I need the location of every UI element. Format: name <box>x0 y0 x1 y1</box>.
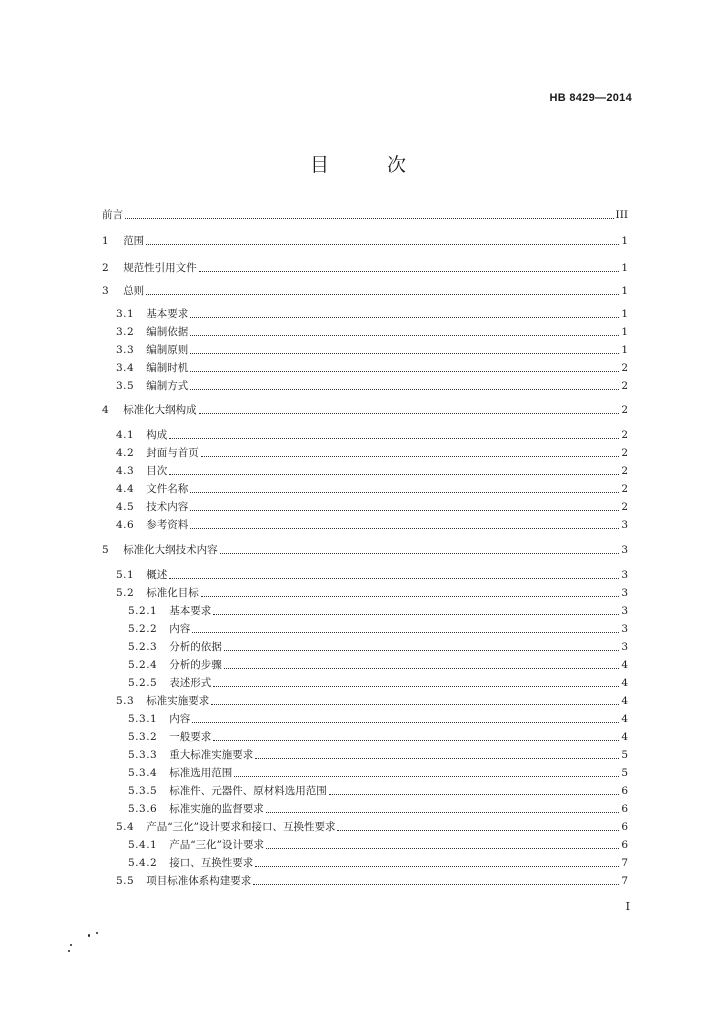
page-title: 目 次 <box>309 154 433 176</box>
toc-entry-label: 产品“三化”设计要求 <box>169 839 264 851</box>
toc-entry[interactable] <box>128 856 628 870</box>
toc-leader-dots <box>190 334 619 336</box>
toc-entry-page: 2 <box>621 404 628 416</box>
toc-entry-label: 接口、互换性要求 <box>169 857 254 869</box>
toc-entry-number: 5.3.6 <box>128 803 158 815</box>
toc-leader-dots <box>190 316 619 318</box>
toc-leader-dots <box>255 757 619 759</box>
toc-entry-label: 概述 <box>146 569 168 581</box>
toc-entry-label: 标准件、元器件、原材料选用范围 <box>169 785 327 797</box>
toc-entry[interactable] <box>116 482 628 496</box>
toc-entry-page: 2 <box>621 501 628 513</box>
toc-entry[interactable] <box>116 500 628 514</box>
toc-entry[interactable] <box>116 586 628 600</box>
toc-entry-number: 2 <box>102 262 110 274</box>
toc-entry-label: 目次 <box>146 465 168 477</box>
toc-entry-page: 4 <box>621 713 628 725</box>
toc-entry-page: 3 <box>621 519 628 531</box>
toc-entry-label: 范围 <box>123 235 145 247</box>
toc-entry-page: 4 <box>621 659 628 671</box>
toc-entry[interactable] <box>128 622 628 636</box>
toc-leader-dots <box>190 388 619 390</box>
toc-entry[interactable] <box>128 658 628 672</box>
toc-entry-label: 项目标准体系构建要求 <box>146 875 252 887</box>
toc-entry-label: 标准化大纲构成 <box>123 404 197 416</box>
toc-entry-number: 5.3.1 <box>128 713 158 725</box>
toc-leader-dots <box>234 775 619 777</box>
toc-entry[interactable] <box>128 766 628 780</box>
toc-entry-page: 7 <box>621 875 628 887</box>
toc-entry[interactable] <box>116 694 628 708</box>
toc-leader-dots <box>169 577 619 579</box>
toc-leader-dots <box>211 703 619 705</box>
toc-entry-page: 4 <box>621 677 628 689</box>
page-number: I <box>625 900 630 913</box>
toc-entry-label: 编制原则 <box>146 344 189 356</box>
toc-leader-dots <box>146 243 619 245</box>
toc-entry-label: 标准化目标 <box>146 587 199 599</box>
toc-entry-page: 7 <box>621 857 628 869</box>
toc-leader-dots <box>266 847 619 849</box>
toc-entry-page: 1 <box>621 285 628 297</box>
toc-entry-label: 标准实施要求 <box>146 695 210 707</box>
toc-leader-dots <box>213 685 619 687</box>
toc-entry-number: 5.3.2 <box>128 731 158 743</box>
toc-entry[interactable] <box>116 518 628 532</box>
toc-entry-number: 5.4.2 <box>128 857 158 869</box>
toc-entry-page: 2 <box>621 465 628 477</box>
toc-entry-number: 3.4 <box>116 362 135 374</box>
toc-leader-dots <box>266 811 620 813</box>
toc-entry-number: 1 <box>102 235 110 247</box>
toc-entry-number: 4.5 <box>116 501 135 513</box>
toc-leader-dots <box>169 437 619 439</box>
toc-entry-label: 编制依据 <box>146 326 189 338</box>
toc-entry-page: 6 <box>621 803 628 815</box>
toc-entry-number: 5.3.5 <box>128 785 158 797</box>
toc-entry-number: 5.2.5 <box>128 677 158 689</box>
toc-entry-number: 5.3.4 <box>128 767 158 779</box>
toc-entry[interactable] <box>128 730 628 744</box>
toc-entry-number: 4.6 <box>116 519 135 531</box>
toc-entry-number: 4.1 <box>116 429 135 441</box>
toc-entry-label: 文件名称 <box>146 483 189 495</box>
toc-entry-label: 封面与首页 <box>146 447 199 459</box>
toc-leader-dots <box>190 352 619 354</box>
toc-entry-label: 内容 <box>169 623 191 635</box>
toc-entry-page: 6 <box>621 821 628 833</box>
toc-entry-number: 5.2 <box>116 587 135 599</box>
toc-leader-dots <box>125 217 614 219</box>
toc-entry-page: 4 <box>621 731 628 743</box>
toc-entry-label: 基本要求 <box>146 308 189 320</box>
scan-specks <box>66 932 106 962</box>
toc-entry[interactable] <box>102 403 628 417</box>
toc-entry-label: 表述形式 <box>169 677 212 689</box>
toc-entry-page: 1 <box>621 326 628 338</box>
toc-entry-page: 6 <box>621 785 628 797</box>
toc-entry-number: 5 <box>102 544 110 556</box>
toc-entry[interactable] <box>116 325 628 339</box>
toc-entry[interactable] <box>128 838 628 852</box>
toc-leader-dots <box>190 491 619 493</box>
toc-leader-dots <box>190 527 619 529</box>
toc-entry[interactable] <box>116 307 628 321</box>
toc-entry-page: 3 <box>621 623 628 635</box>
toc-entry[interactable] <box>102 284 628 298</box>
toc-entry[interactable] <box>128 640 628 654</box>
toc-entry-label: 标准选用范围 <box>169 767 233 779</box>
toc-entry[interactable] <box>116 874 628 888</box>
toc-entry-page: 1 <box>621 344 628 356</box>
toc-entry[interactable] <box>116 361 628 375</box>
toc-entry[interactable] <box>128 748 628 762</box>
toc-entry[interactable] <box>128 676 628 690</box>
toc-entry-label: 标准化大纲技术内容 <box>123 544 218 556</box>
toc-leader-dots <box>253 883 619 885</box>
toc-leader-dots <box>190 509 619 511</box>
toc-leader-dots <box>199 412 620 414</box>
toc-leader-dots <box>201 455 620 457</box>
toc-leader-dots <box>169 473 619 475</box>
toc-entry-number: 5.2.3 <box>128 641 158 653</box>
toc-leader-dots <box>201 595 620 597</box>
toc-entry-page: 2 <box>621 380 628 392</box>
toc-leader-dots <box>224 649 620 651</box>
toc-entry-page: 3 <box>621 569 628 581</box>
toc-entry-label: 前言 <box>102 209 123 221</box>
toc-entry[interactable] <box>102 543 628 557</box>
toc-entry-number: 5.4.1 <box>128 839 158 851</box>
toc-entry-label: 编制方式 <box>146 380 189 392</box>
toc-entry-number: 5.2.4 <box>128 659 158 671</box>
toc-entry-label: 基本要求 <box>169 605 212 617</box>
toc-entry[interactable] <box>116 446 628 460</box>
toc-entry[interactable] <box>128 604 628 618</box>
toc-entry[interactable] <box>116 343 628 357</box>
toc-entry[interactable] <box>102 234 628 248</box>
toc-entry-page: 2 <box>621 362 628 374</box>
toc-leader-dots <box>255 865 619 867</box>
toc-entry[interactable] <box>128 802 628 816</box>
toc-entry-page: 1 <box>621 262 628 274</box>
toc-entry-label: 标准实施的监督要求 <box>169 803 264 815</box>
toc-entry[interactable] <box>116 568 628 582</box>
toc-entry-label: 内容 <box>169 713 191 725</box>
toc-entry-number: 3.1 <box>116 308 135 320</box>
toc-entry[interactable] <box>102 208 628 222</box>
toc-entry-label: 总则 <box>123 285 145 297</box>
toc-leader-dots <box>190 370 619 372</box>
toc-entry-number: 3.3 <box>116 344 135 356</box>
toc-entry-number: 4.2 <box>116 447 135 459</box>
toc-leader-dots <box>329 793 620 795</box>
toc-entry-page: 2 <box>621 483 628 495</box>
toc-leader-dots <box>192 721 619 723</box>
toc-entry[interactable] <box>128 784 628 798</box>
toc-entry-page: 3 <box>621 641 628 653</box>
toc-entry-page: 1 <box>621 308 628 320</box>
toc-entry-page: 5 <box>621 767 628 779</box>
toc-entry-page: 3 <box>621 544 628 556</box>
toc-leader-dots <box>199 270 620 272</box>
toc-entry-label: 构成 <box>146 429 168 441</box>
document-code: HB 8429—2014 <box>549 92 632 104</box>
toc-entry-number: 5.3 <box>116 695 135 707</box>
toc-entry-number: 5.2.2 <box>128 623 158 635</box>
toc-leader-dots <box>192 631 619 633</box>
toc-leader-dots <box>220 552 620 554</box>
toc-entry[interactable] <box>128 712 628 726</box>
toc-entry-number: 5.3.3 <box>128 749 158 761</box>
toc-entry-page: 2 <box>621 447 628 459</box>
toc-leader-dots <box>337 829 619 831</box>
toc-leader-dots <box>213 739 619 741</box>
toc-entry-number: 5.4 <box>116 821 135 833</box>
toc-entry[interactable] <box>116 820 628 834</box>
toc-entry-label: 技术内容 <box>146 501 189 513</box>
toc-entry-label: 参考资料 <box>146 519 189 531</box>
toc-leader-dots <box>224 667 620 669</box>
toc-entry-number: 3.2 <box>116 326 135 338</box>
toc-entry-number: 4.3 <box>116 465 135 477</box>
toc-entry-label: 一般要求 <box>169 731 212 743</box>
toc-entry-page: 4 <box>621 695 628 707</box>
toc-entry-page: III <box>615 209 628 221</box>
toc-entry[interactable] <box>116 379 628 393</box>
toc-entry-number: 4.4 <box>116 483 135 495</box>
toc-entry-label: 重大标准实施要求 <box>169 749 254 761</box>
toc-entry[interactable] <box>102 261 628 275</box>
toc-entry-page: 3 <box>621 587 628 599</box>
toc-entry-label: 规范性引用文件 <box>123 262 197 274</box>
toc-leader-dots <box>213 613 619 615</box>
toc-entry[interactable] <box>116 428 628 442</box>
toc-entry-number: 3.5 <box>116 380 135 392</box>
toc-entry-page: 1 <box>621 235 628 247</box>
toc-entry-number: 5.1 <box>116 569 135 581</box>
toc-leader-dots <box>146 293 619 295</box>
toc-entry-number: 4 <box>102 404 110 416</box>
toc-entry-number: 3 <box>102 285 110 297</box>
toc-entry-page: 2 <box>621 429 628 441</box>
toc-entry-number: 5.5 <box>116 875 135 887</box>
toc-entry-page: 3 <box>621 605 628 617</box>
toc-entry-label: 分析的步骤 <box>169 659 222 671</box>
toc-entry-page: 6 <box>621 839 628 851</box>
toc-entry-number: 5.2.1 <box>128 605 158 617</box>
toc-entry-label: 分析的依据 <box>169 641 222 653</box>
toc-entry[interactable] <box>116 464 628 478</box>
toc-entry-label: 产品“三化”设计要求和接口、互换性要求 <box>146 821 336 833</box>
toc-entry-label: 编制时机 <box>146 362 189 374</box>
toc-entry-page: 5 <box>621 749 628 761</box>
